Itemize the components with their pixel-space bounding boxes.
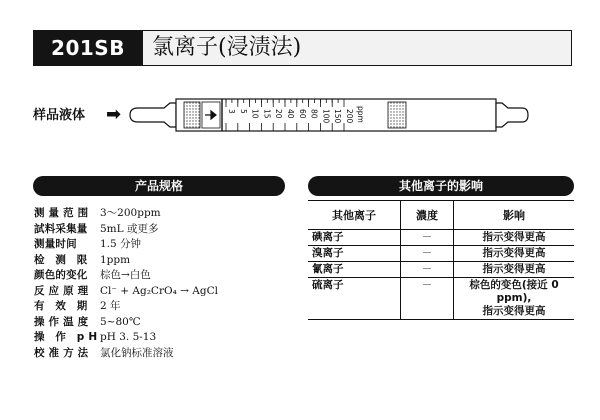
spec-key: 校 准 方 法 (34, 346, 89, 359)
spec-value: 2 年 (100, 300, 121, 312)
table-row (308, 246, 574, 262)
product-code: 201SB (33, 30, 143, 66)
scale-label: 80 (309, 109, 319, 119)
page-title: 氯离子(浸渍法) (152, 35, 302, 60)
spec-key: 試料采集量 (34, 222, 88, 235)
spec-row (34, 299, 284, 315)
spec-value: 棕色→白色 (100, 269, 151, 281)
ion-effect-line2: 指示变得更高 (482, 305, 546, 317)
spec-value: 5~80℃ (100, 315, 141, 328)
ion-conc: － (401, 278, 454, 320)
sample-label: 样品液体 (33, 108, 86, 123)
spec-value: 1ppm (100, 253, 131, 266)
spec-value: 1.5 分钟 (100, 238, 142, 250)
spec-row (34, 330, 284, 346)
spec-row (34, 284, 284, 300)
scale-label: 200 (345, 109, 354, 124)
spec-value: 5mL 或更多 (100, 222, 159, 235)
scale-label: 60 (297, 109, 307, 119)
spec-key: 有 效 期 (34, 300, 88, 312)
spec-row (34, 315, 284, 331)
col-ion: 其他离子 (308, 201, 401, 230)
ion-name: 溴离子 (308, 246, 401, 262)
spec-value: 氯化钠标准溶液 (100, 346, 174, 359)
ion-name: 硫离子 (308, 278, 401, 320)
tube-packing-left (184, 102, 200, 128)
spec-key: 测量时间 (34, 238, 77, 250)
ion-effect: 指示变得更高 (454, 262, 575, 278)
table-row (308, 262, 574, 278)
ion-name: 氰离子 (308, 262, 401, 278)
scale-label: 15 (262, 109, 272, 119)
ion-name: 碘离子 (308, 230, 401, 246)
specs-header: 产品规格 (33, 176, 285, 196)
ion-effect: 指示变得更高 (454, 230, 575, 246)
spec-key: 操 作 p H (34, 331, 98, 343)
interference-table (308, 200, 574, 320)
scale-unit: ppm (356, 106, 365, 123)
ion-effect: 指示变得更高 (454, 246, 575, 262)
ion-conc: － (401, 246, 454, 262)
scale-label: 20 (274, 109, 284, 119)
tube-left-tip (130, 103, 176, 127)
table-row (308, 278, 574, 320)
tube-right-tip (496, 103, 528, 127)
col-effect: 影响 (454, 201, 575, 230)
spec-row (34, 206, 284, 222)
spec-key: 检 测 限 (34, 253, 88, 266)
spec-key: 颜色的变化 (34, 269, 88, 281)
table-row (308, 230, 574, 246)
spec-key: 测 量 范 围 (34, 207, 89, 219)
spec-row (34, 268, 284, 284)
ion-conc: － (401, 230, 454, 246)
specs-list (34, 206, 284, 361)
detector-tube (126, 90, 532, 140)
tube-packing-right (388, 102, 406, 128)
spec-row (34, 222, 284, 238)
spec-value: 3～200ppm (100, 207, 161, 219)
interference-header: 其他离子的影响 (308, 176, 574, 196)
ion-effect-line1: 棕色的变色(接近 0 ppm), (469, 279, 559, 304)
spec-row (34, 346, 284, 362)
spec-row (34, 237, 284, 253)
scale-label: 5 (238, 109, 248, 114)
spec-value: pH 3. 5-13 (100, 331, 157, 343)
spec-key: 反 应 原 理 (34, 284, 89, 297)
scale-label: 100 (321, 109, 331, 124)
col-conc: 濃度 (401, 201, 454, 230)
spec-row (34, 253, 284, 269)
scale-label: 150 (333, 109, 343, 124)
scale-label: 10 (250, 109, 260, 119)
scale-label: 40 (286, 109, 295, 119)
spec-value: Cl⁻ + Ag₂CrO₄ → AgCl (100, 284, 218, 297)
spec-key: 操 作 温 度 (34, 315, 89, 328)
scale-label: 3 (227, 109, 236, 114)
ion-conc: － (401, 262, 454, 278)
flow-arrow-icon: ➡ (106, 104, 122, 125)
ion-effect (454, 278, 575, 320)
